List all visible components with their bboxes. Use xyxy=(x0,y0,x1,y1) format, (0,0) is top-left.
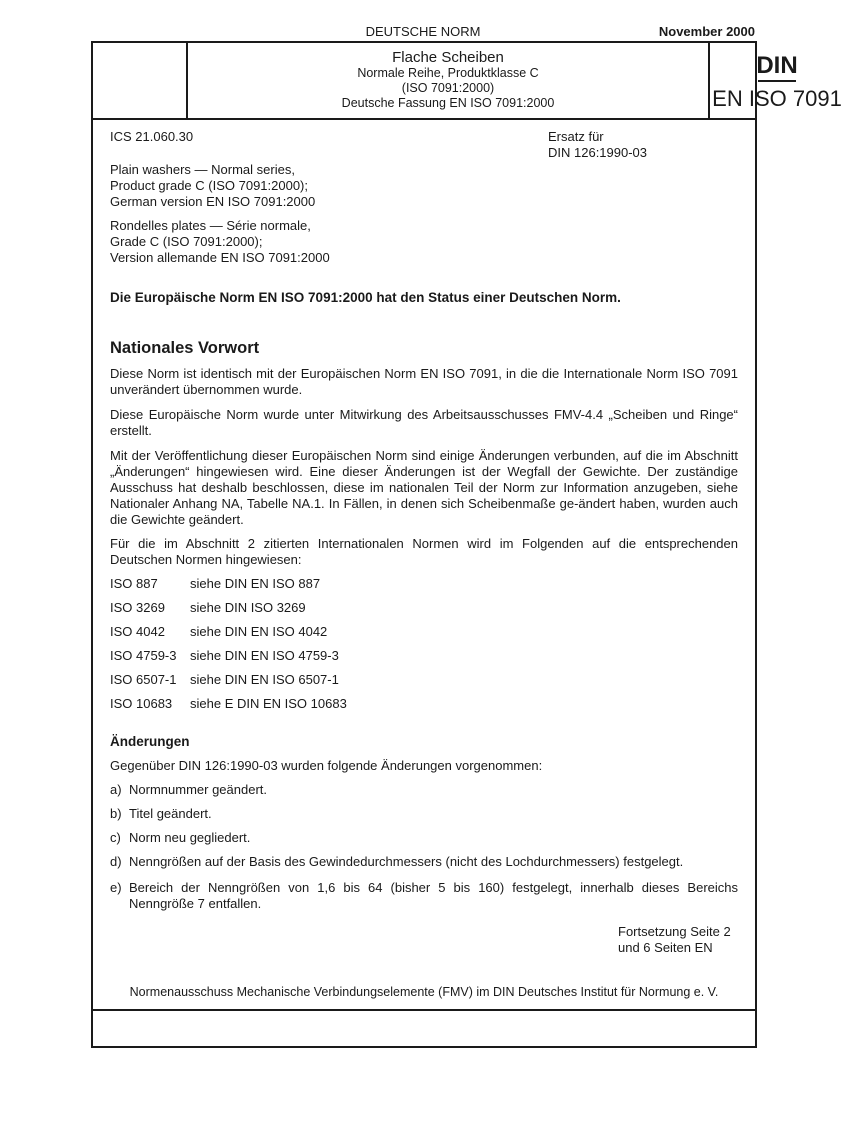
din-logo: DIN xyxy=(756,52,798,79)
din-equivalent: siehe DIN ISO 3269 xyxy=(190,600,306,615)
list-item xyxy=(110,880,738,912)
list-item xyxy=(110,830,738,846)
iso-standard: ISO 6507-1 xyxy=(110,672,177,687)
ersatz-value: DIN 126:1990-03 xyxy=(548,145,648,160)
vorwort-paragraph-1: Diese Norm ist identisch mit der Europäischen Norm EN ISO 7091, in die die Internationale Norm ISO 7091 unverändert übernommen wurde. xyxy=(110,366,738,397)
iso-standard: ISO 4759-3 xyxy=(110,648,177,663)
din-equivalent: siehe DIN EN ISO 887 xyxy=(190,576,321,591)
french-title-line: Grade C (ISO 7091:2000); xyxy=(110,234,263,249)
din-equivalent: siehe E DIN EN ISO 10683 xyxy=(190,696,347,711)
list-item xyxy=(110,806,738,822)
vorwort-paragraph-4: Für die im Abschnitt 2 zitierten Internationalen Normen wird im Folgenden auf die entsprechenden Deutschen Normen hingewiesen: xyxy=(110,536,738,567)
list-item-text: Norm neu gegliedert. xyxy=(129,830,251,845)
footer-separator xyxy=(93,1009,755,1011)
din-equivalent: siehe DIN EN ISO 4759-3 xyxy=(190,648,339,663)
din-equivalent: siehe DIN EN ISO 4042 xyxy=(190,624,328,639)
title-block xyxy=(93,43,842,120)
list-item xyxy=(110,854,738,870)
list-item-label: c) xyxy=(110,830,121,845)
vorwort-paragraph-2: Diese Europäische Norm wurde unter Mitwirkung des Arbeitsausschusses FMV-4.4 „Scheiben und Ringe“ erstellt. xyxy=(110,407,738,438)
list-item-text: Normnummer geändert. xyxy=(129,782,267,797)
french-title xyxy=(110,218,330,266)
continuation-note xyxy=(618,924,731,956)
english-title xyxy=(110,162,315,210)
title-block-title-cell xyxy=(188,43,710,118)
reference-row xyxy=(110,648,339,664)
iso-standard: ISO 10683 xyxy=(110,696,173,711)
reference-row xyxy=(110,576,320,592)
french-title-line: Rondelles plates — Série normale, xyxy=(110,218,311,233)
din-logo-rule xyxy=(758,80,796,82)
german-version: Deutsche Fassung EN ISO 7091:2000 xyxy=(341,96,555,110)
document-type: DEUTSCHE NORM xyxy=(365,24,481,39)
reference-row xyxy=(110,624,327,640)
ersatz-label: Ersatz für xyxy=(548,129,604,144)
iso-standard: ISO 3269 xyxy=(110,600,165,615)
list-item-label: a) xyxy=(110,782,122,797)
top-line xyxy=(91,24,755,42)
english-title-line: German version EN ISO 7091:2000 xyxy=(110,194,316,209)
vorwort-paragraph-3: Mit der Veröffentlichung dieser Europäischen Norm sind einige Änderungen verbunden, auf die im Abschnitt „Änderungen“ hingewiesen wird. Eine dieser Änderungen ist der Wegfall der Gewichte. Der zuständige Ausschuss hat deshalb beschlossen, diese im nationalen Teil der Norm zur Information anzugeben, siehe Nationaler Anhang NA, Tabelle NA.1. In Fällen, in denen sich Scheibenmaße ge-ändert haben, wurden auch die Gewichte geändert. xyxy=(110,448,738,527)
list-item-label: b) xyxy=(110,806,122,821)
aenderungen-intro: Gegenüber DIN 126:1990-03 wurden folgende Änderungen vorgenommen: xyxy=(110,758,543,773)
english-title-line: Product grade C (ISO 7091:2000); xyxy=(110,178,309,193)
list-item xyxy=(110,782,738,798)
list-item-text: Bereich der Nenngrößen von 1,6 bis 64 (bisher 5 bis 160) festgelegt, innerhalb dieses Bereichs Nenngröße 7 entfallen. xyxy=(129,880,738,911)
ics-code: ICS 21.060.30 xyxy=(110,129,194,144)
list-item-label: e) xyxy=(110,880,122,895)
french-title-line: Version allemande EN ISO 7091:2000 xyxy=(110,250,330,265)
vorwort-heading: Nationales Vorwort xyxy=(110,339,260,357)
english-title-line: Plain washers — Normal series, xyxy=(110,162,295,177)
reference-row xyxy=(110,600,306,616)
publisher-footer: Normenausschuss Mechanische Verbindungselemente (FMV) im DIN Deutsches Institut für Normung e. V. xyxy=(129,985,719,999)
title-block-left-cell xyxy=(93,43,188,118)
list-item-text: Titel geändert. xyxy=(129,806,212,821)
document-frame xyxy=(91,41,842,1048)
iso-reference: (ISO 7091:2000) xyxy=(401,81,495,95)
standard-number: EN ISO 7091 xyxy=(712,86,842,111)
document-subtitle: Normale Reihe, Produktklasse C xyxy=(357,66,539,80)
reference-row xyxy=(110,672,339,688)
reference-row xyxy=(110,696,347,712)
list-item-text: Nenngrößen auf der Basis des Gewindedurchmessers (nicht des Lochdurchmessers) festgelegt. xyxy=(129,854,684,869)
document-title: Flache Scheiben xyxy=(392,49,504,66)
iso-standard: ISO 887 xyxy=(110,576,158,591)
status-statement: Die Europäische Norm EN ISO 7091:2000 hat den Status einer Deutschen Norm. xyxy=(110,290,621,305)
continuation-line: und 6 Seiten EN xyxy=(618,940,713,955)
aenderungen-heading: Änderungen xyxy=(110,734,190,749)
publication-date: November 2000 xyxy=(658,24,755,39)
continuation-line: Fortsetzung Seite 2 xyxy=(618,924,731,939)
din-equivalent: siehe DIN EN ISO 6507-1 xyxy=(190,672,339,687)
iso-standard: ISO 4042 xyxy=(110,624,165,639)
list-item-label: d) xyxy=(110,854,122,869)
